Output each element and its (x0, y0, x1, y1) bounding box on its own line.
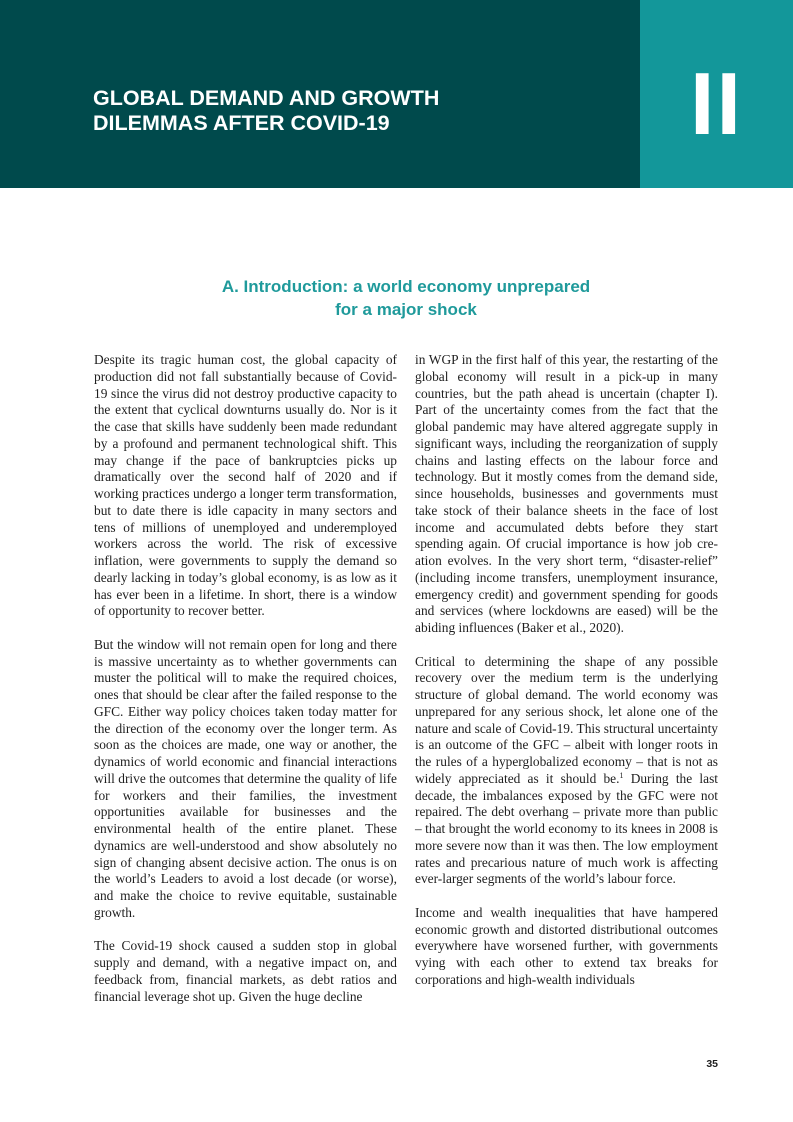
chapter-title-line-2: DILEMMAS AFTER COVID-19 (93, 111, 390, 135)
body-paragraph: Despite its tragic human cost, the global capacity of production did not fall substantially because of Covid-19 since the virus did not destroy productive capacity to the extent that cyclical downturns usually do. Nor is it the case that skills have suddenly been made redundant by a profound and permanent technological shift. This may change if the pace of bankruptcies picks up dramatically over the second half of 2020 and if working practices undergo a longer term transformation, but to date there is idle capacity in many sectors and tens of millions of unemployed and underemployed workers across the world. The risk of excessive inflation, were governments to supply the demand so dearly lacking in today’s global economy, is as low as it has ever been in a lifetime. In short, there is a window of opportunity to recover better. (94, 352, 397, 619)
left-text-column (94, 352, 397, 1005)
paragraph-text-part: Critical to determining the shape of any possible recovery over the medium term is the underlying structure of global demand. The world economy was unprepared for any serious shock, let alone one of the nature and scale of Covid-19. This structural uncertainty is an outcome of the GFC – albeit with longer roots in the rules of a hyperglobalized economy – that is not as widely appreciated as it should be. (415, 653, 718, 786)
section-heading-line-1: A. Introduction: a world economy unprepared (221, 277, 591, 296)
chapter-title (93, 86, 613, 136)
body-paragraph-with-footnote (415, 654, 718, 889)
page-number: 35 (706, 1058, 718, 1070)
body-paragraph: Income and wealth inequalities that have hampered economic growth and distorted distributional outcomes everywhere have worsened further, with governments vying with each other to extend tax breaks for corporations and high-wealth individuals (415, 904, 718, 987)
body-paragraph: The Covid-19 shock caused a sudden stop in global supply and demand, with a negative impact on, and feedback from, financial markets, as debt ratios and financial leverage shot up. Given the huge decline (94, 938, 397, 1004)
chapter-numeral: II (690, 54, 743, 153)
body-paragraph: in WGP in the first half of this year, the restarting of the global economy will result in a pick-up in many countries, but the path ahead is uncertain (chapter I). Part of the uncertainty comes from the fact that the global pandemic may have altered aggregate supply in significant ways, including the reorganization of supply chains and lasting effects on the labour force and technology. But it mostly comes from the demand side, since households, businesses and governments must take stock of their balance sheets in the face of lost income and accumulated debts before they start spending again. Of crucial importance is how job creation evolves. In the very short term, “disaster-relief” (including income transfers, unemployment insurance, emergency credit) and government spending for goods and services (where lockdowns are eased) will be the abiding influences (Baker et al., 2020). (415, 352, 718, 635)
section-heading-line-2: for a major shock (335, 300, 477, 319)
paragraph-text-part: During the last decade, the imbalances exposed by the GFC were not repaired. The debt overhang – private more than public – that brought the world economy to its knees in 2008 is more severe now than it was then. The low employment rates and precarious nature of much work is affecting ever-larger segments of the world’s labour force. (415, 770, 718, 887)
section-heading (94, 275, 718, 321)
body-paragraph: But the window will not remain open for long and there is massive uncertainty as to whether governments can muster the political will to make the required choices, ones that should be clear after the failed response to the GFC. Either way policy choices taken today matter for the direction of the economy over the longer term. As soon as the choices are made, one way or another, the dynamics of world economic and financial interactions will drive the outcomes that determine the quality of life for workers and their families, the investment opportunities available for businesses and the environmental health of the entire planet. These dynamics are well-understood and show absolutely no sign of changing absent decisive action. The onus is on the world’s Leaders to avoid a lost decade (or worse), and make the choice to revive equitable, sustainable growth. (94, 636, 397, 920)
right-text-column (415, 352, 718, 989)
footnote-marker[interactable]: 1 (619, 770, 624, 780)
chapter-title-line-1: GLOBAL DEMAND AND GROWTH (93, 86, 440, 110)
